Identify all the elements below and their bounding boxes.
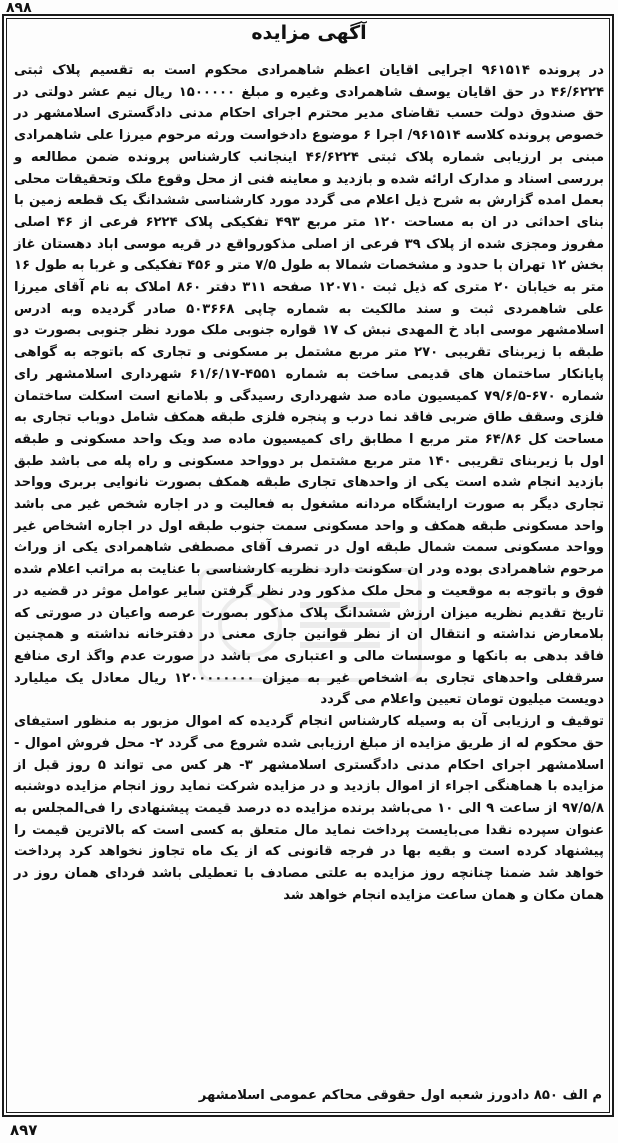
notice-paragraph-main: در پرونده ۹۶۱۵۱۴ اجرایی اقایان اعظم شاهمرادی محکوم است به تقسیم پلاک ثبتی ۴۶/۶۲۲۴ در حق اقایان یوسف شاهمرادی وغیره و مبلغ ۱۵۰۰۰۰۰ ریال نیم عشر دولتی در حق صندوق دولت حسب تقاضای مدیر محترم اجرای احکام مدنی دادگستری اسلامشهر در خصوص پرونده کلاسه ۹۶۱۵۱۴/ اجرا ۶ موضوع دادخواست ورثه مرحوم میرزا علی شاهمرادی مبنی بر ارزیابی شماره پلاک ثبتی ۴۶/۶۲۲۴ اینجانب کارشناس پرونده ضمن مطالعه و بررسی اسناد و مدارک ارائه شده و بازدید و معاینه فنی از محل وقوع ملک وتحقیقات محلی بعمل امده گزارش به شرح ذیل اعلام می گردد مورد کارشناسی ششدانگ یک قطعه زمین با بنای احداثی در ان به مساحت ۱۲۰ متر مربع ۴۹۳ تفکیکی پلاک ۶۲۲۴ فرعی از ۴۶ اصلی مفروز ومجزی شده از پلاک ۳۹ فرعی از اصلی مذکورواقع در قریه موسی اباد دهستان غاز بخش ۱۲ تهران با حدود و مشخصات شمالا به طول ۷/۵ متر و ۴۵۶ تفکیکی و غربا به طول ۱۶ متر به خیابان ۲۰ متری که ذیل ثبت ۱۲۰۷۱۰ صفحه ۳۱۱ دفتر ۸۶۰ املاک به نام آقای میرزا علی شاهمردی ثبت و سند مالکیت به شماره چاپی ۵۰۳۶۶۸ صادر گردیده وبه ادرس اسلامشهر موسی اباد خ المهدی نبش ک ۱۷ قواره جنوبی ملک مورد نظر جنوبی بصورت دو طبقه با زیربنای تقریبی ۲۷۰ متر مربع مشتمل بر مسکونی و تجاری که باتوجه به گواهی پایانکار ساختمان های قدیمی ساخت به شماره ۴۵۵۱-۶۱/۶/۱۷ شهرداری اسلامشهر رای شماره ۶۷۰-۷۹/۶/۵ کمیسیون ماده صد شهرداری رسیدگی و بلامانع است اسکلت ساختمان فلزی وسقف طاق ضربی فاقد نما درب و پنجره فلزی طبقه همکف شامل دوباب تجاری به مساحت کل ۶۴/۸۶ متر مربع ا مطابق رای کمیسیون ماده صد ویک واحد مسکونی و طبقه اول با زیربنای تقریبی ۱۴۰ متر مربع مشتمل بر دوواحد مسکونی و راه پله می باشد طبق بازدید انجام شده است یکی از واحدهای تجاری طبقه همکف بصورت نانوایی بربری وواحد تجاری دیگر به صورت ارایشگاه مردانه مشغول به فعالیت و در اجاره شخص غیر می باشد واحد مسکونی طبقه همکف و واحد مسکونی سمت جنوب طبقه اول در اجاره اشخاص غیر وواحد مسکونی سمت شمال طبقه اول در تصرف آقای مصطفی شاهمرادی یکی از وراث مرحوم شاهمرادی بوده ودر ان سکونت دارد نظریه کارشناسی با عنایت به مراتب اعلام شده فوق و باتوجه به موقعیت و محل ملک مذکور ودر نظر گرفتن سایر عوامل موثر در قضیه در تاریخ تقدیم نظریه میزان ارزش ششدانگ پلاک مذکور بصورت عرصه واعیان در صورتی که بلامعارض نداشته و انتقال ان از نظر قوانین جاری معنی در دفترخانه نداشته و همچنین فاقد بدهی به بانکها و موسسات مالی و اعتباری می باشد در صورت عدم واگذ اری منافع سرقفلی واحدهای تجاری به اشخاص غیر به میزان ۱۲۰۰۰۰۰۰۰۰ ریال معادل یک میلیارد دویست میلیون تومان تعیین واعلام می گردد bbox=[14, 63, 605, 708]
page-number-bottom: ۸۹۷ bbox=[10, 1121, 38, 1139]
notice-paragraph-terms: توقیف و ارزیابی آن به وسیله کارشناس انجام گردیده که اموال مزبور به منظور استیفای حق محکوم له از طریق مزایده از مبلغ ارزیابی شده شروع می گردد ۲- محل فروش اموال - اسلامشهر اجرای احکام مدنی دادگستری اسلامشهر ۳- هر کس می تواند ۵ روز قبل از مزایده با هماهنگی اجراء از اموال بازدید و در مزایده شرکت نماید روز انجام مزایده دوشنبه ۹۷/۵/۸ از ساعت ۹ الی ۱۰ می‌باشد برنده مزایده ده درصد قیمت پیشنهادی را فی‌المجلس به عنوان سپرده نقدا می‌بایست پرداخت نماید مال متعلق به کسی است که بالاترین قیمت را پیشنهاد کرده است و بقیه بها در فرجه قانونی که از یک ماه تجاوز نخواهد کرد پرداخت خواهد شد ضمنا چنانچه روز مزایده به علتی مصادف با تعطیلی باشد فردای همان روز در همان مکان و همان ساعت مزایده انجام خواهد شد bbox=[14, 714, 605, 903]
notice-signature: م الف ۸۵۰ دادورز شعبه اول حقوقی محاکم عمومی اسلامشهر bbox=[198, 1088, 602, 1103]
page-number-top: ۸۹۸ bbox=[6, 0, 32, 16]
notice-title: آگهی مزایده bbox=[251, 22, 367, 44]
notice-body bbox=[14, 60, 604, 906]
